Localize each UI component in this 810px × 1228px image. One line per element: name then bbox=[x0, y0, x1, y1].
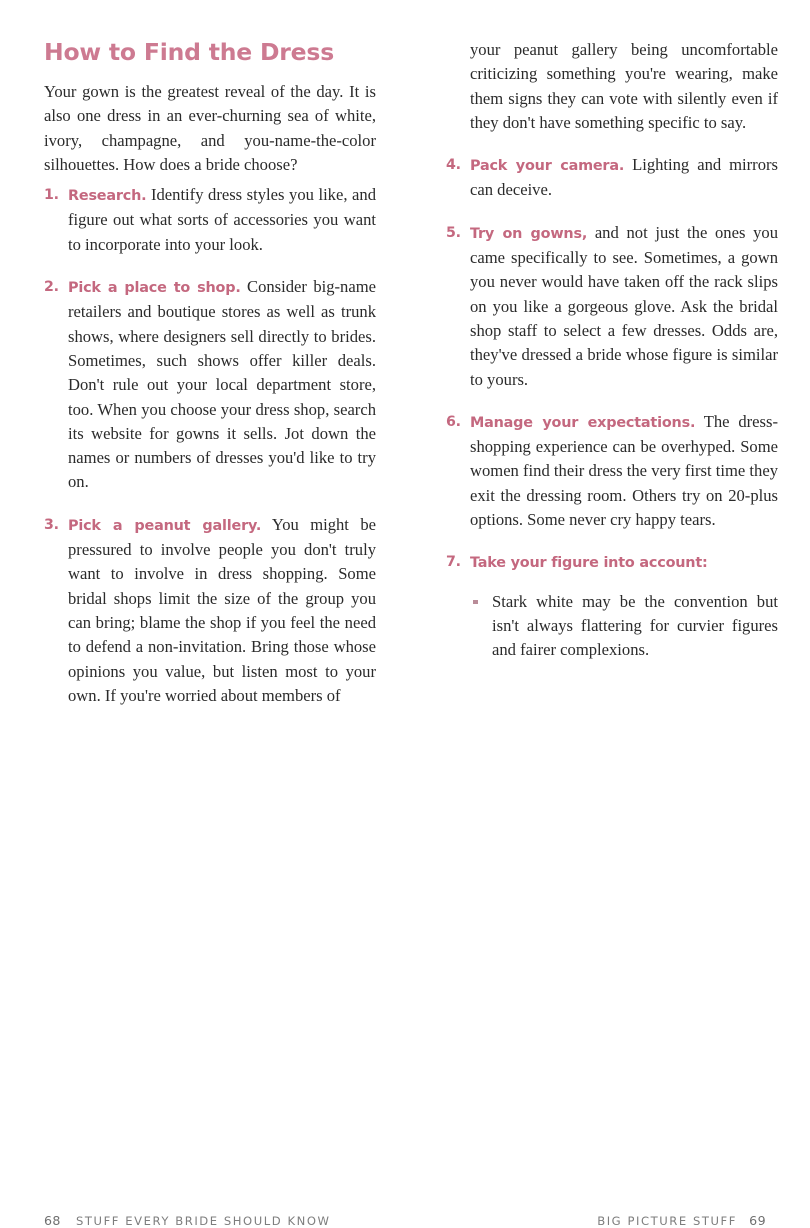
numbered-list-right bbox=[446, 153, 778, 662]
left-running-head: STUFF EVERY BRIDE SHOULD KNOW bbox=[76, 1214, 331, 1228]
list-item-body: Consider big-name retailers and boutique stores as well as trunk shows, where designers sell directly to brides. Sometimes, such shows offer killer deals. Don't rule out your local department store, too. When you choose your dress shop, search its website for gowns it sells. Jot down the names or numbers of dresses you'd like to try on. bbox=[68, 277, 376, 492]
list-item-lead-in: Take your figure into account: bbox=[470, 555, 708, 572]
list-item-lead-in: Try on gowns, bbox=[470, 225, 588, 242]
list-item-lead-in: Pick a peanut gallery. bbox=[68, 517, 262, 534]
list-item-body: You might be pressured to involve people you don't truly want to involve in dress shopping. Some bridal shops limit the size of the group you can bring; blame the shop if you feel the need to defend a non-invitation. Bring those whose opinions you value, but listen most to your own. If you're worried about members of bbox=[68, 514, 376, 705]
list-item-lead-in: Research. bbox=[68, 188, 147, 205]
list-item bbox=[44, 183, 376, 257]
list-item bbox=[446, 153, 778, 203]
list-item-lead-in: Pack your camera. bbox=[470, 158, 625, 175]
list-item-number: 1. bbox=[44, 187, 59, 204]
list-item-lead-in: Manage your expectations. bbox=[470, 414, 696, 431]
right-running-head: BIG PICTURE STUFF bbox=[597, 1214, 737, 1228]
page-title: How to Find the Dress bbox=[44, 38, 334, 66]
intro-paragraph: Your gown is the greatest reveal of the day. It is also one dress in an ever-churning sea of white, ivory, champagne, and you-name-the-color silhouettes. How does a bride choose? bbox=[44, 82, 376, 174]
right-page-column bbox=[446, 38, 778, 663]
list-item-body: The dress-shopping experience can be overhyped. Some women find their dress the very first time they exit the dressing room. Others try on 20-plus options. Some never cry happy tears. bbox=[470, 411, 778, 530]
list-item-number: 5. bbox=[446, 224, 461, 241]
list-item-number: 6. bbox=[446, 413, 461, 430]
list-item-number: 3. bbox=[44, 516, 59, 533]
list-item-body: and not just the ones you came specifically to see. Sometimes, a gown you never would have taken off the rack slips on you like a gorgeous glove. Ask the bridal shop staff to select a few dresses. Odds are, they've dressed a bride whose figure is similar to yours. bbox=[470, 222, 779, 389]
list-item-number: 4. bbox=[446, 157, 461, 174]
continued-paragraph: your peanut gallery being uncomfortable criticizing something you're wearing, make them signs they can vote with silently even if they don't have something specific to say. bbox=[470, 40, 778, 132]
list-item bbox=[446, 221, 778, 392]
list-item-number: 2. bbox=[44, 279, 59, 296]
sub-list-item-text: Stark white may be the convention but isn't always flattering for curvier figures and fairer complexions. bbox=[492, 591, 778, 660]
right-page-number: 69 bbox=[749, 1213, 766, 1228]
list-item bbox=[44, 275, 376, 495]
list-item-body: Identify dress styles you like, and figure out what sorts of accessories you want to incorporate into your look. bbox=[68, 185, 376, 254]
list-item-body: Lighting and mirrors can deceive. bbox=[470, 155, 778, 200]
list-item bbox=[446, 410, 778, 532]
left-page-number: 68 bbox=[44, 1213, 61, 1228]
list-item-number: 7. bbox=[446, 554, 461, 571]
list-item-lead-in: Pick a place to shop. bbox=[68, 280, 241, 297]
